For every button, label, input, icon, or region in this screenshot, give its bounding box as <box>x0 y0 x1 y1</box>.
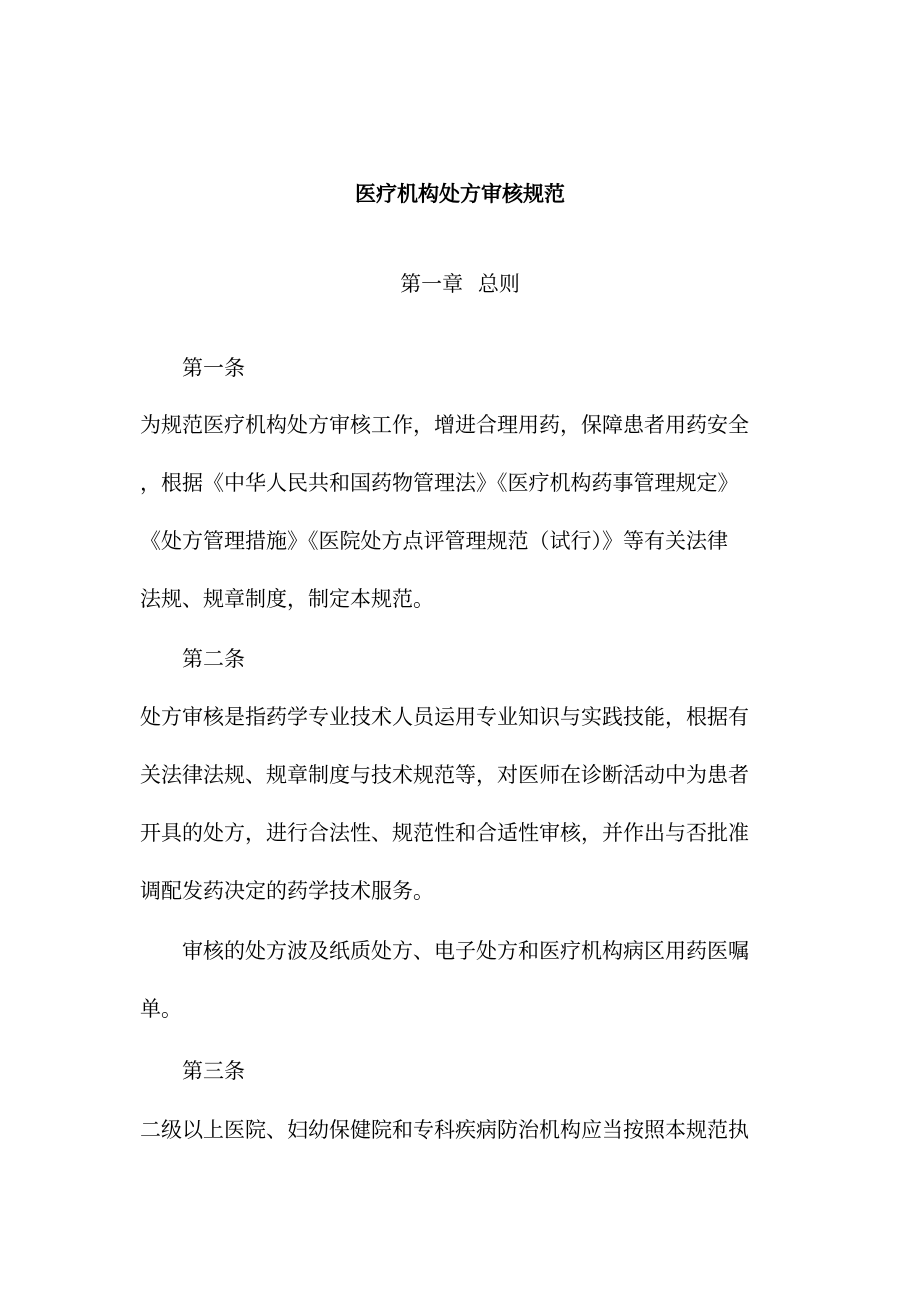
paragraph-line: 处方审核是指药学专业技术人员运用专业知识与实践技能，根据有 <box>140 705 749 729</box>
paragraph-line: 为规范医疗机构处方审核工作，增进合理用药，保障患者用药安全 <box>140 413 749 437</box>
paragraph-line: ，根据《中华人民共和国药物管理法》《医疗机构药事管理规定》 <box>140 471 739 495</box>
paragraph-line: 关法律法规、规章制度与技术规范等，对医师在诊断活动中为患者 <box>140 763 749 787</box>
paragraph-line: 二级以上医院、妇幼保健院和专科疾病防治机构应当按照本规范执 <box>140 1118 749 1142</box>
paragraph-line: 调配发药决定的药学技术服务。 <box>140 879 434 903</box>
article-heading: 第一条 <box>182 356 245 380</box>
paragraph-line: 开具的处方，进行合法性、规范性和合适性审核，并作出与否批准 <box>140 821 749 845</box>
document-title: 医疗机构处方审核规范 <box>355 182 565 206</box>
article-heading: 第二条 <box>182 647 245 671</box>
paragraph-line: 审核的处方波及纸质处方、电子处方和医疗机构病区用药医嘱 <box>182 939 749 963</box>
paragraph-line: 《处方管理措施》《医院处方点评管理规范（试行）》等有关法律 <box>140 529 728 553</box>
paragraph-line: 单。 <box>140 997 182 1021</box>
chapter-heading: 第一章 总则 <box>400 272 520 296</box>
paragraph-line: 法规、规章制度，制定本规范。 <box>140 587 434 611</box>
article-heading: 第三条 <box>182 1059 245 1083</box>
